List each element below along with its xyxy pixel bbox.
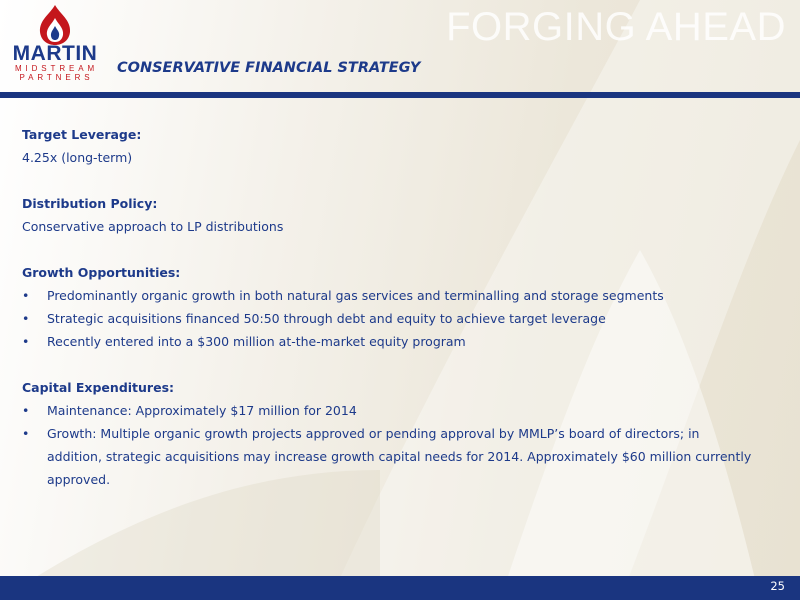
section-heading: Capital Expenditures: (22, 380, 175, 395)
slide-content (22, 123, 752, 514)
list-item (22, 422, 752, 491)
logo-subtitle-1: MIDSTREAM (14, 64, 99, 73)
list-item-text: Growth: Multiple organic growth projects approved or pending approval by MMLP’s board of directors; in addition, strategic acquisitions may increase growth capital needs for 2014. Approximately $60 million currently approved. (47, 426, 752, 487)
company-logo (10, 4, 100, 88)
section-text: Conservative approach to LP distributions (22, 219, 284, 234)
list-item-text: Maintenance: Approximately $17 million for 2014 (47, 403, 357, 418)
header-divider-bar (0, 92, 800, 98)
list-item (22, 307, 752, 330)
list-item-text: Strategic acquisitions financed 50:50 through debt and equity to achieve target leverage (47, 311, 606, 326)
section-target-leverage (22, 123, 752, 169)
section-heading: Growth Opportunities: (22, 265, 181, 280)
bullet-icon: • (22, 288, 30, 303)
bullet-icon: • (22, 311, 30, 326)
section-heading: Target Leverage: (22, 127, 142, 142)
section-text: 4.25x (long-term) (22, 150, 133, 165)
logo-subtitle-2: PARTNERS (19, 73, 94, 82)
list-item-text: Predominantly organic growth in both natural gas services and terminalling and storage segments (47, 288, 664, 303)
list-item (22, 330, 752, 353)
logo-wordmark: MARTIN (12, 42, 98, 65)
page-number: 25 (770, 579, 785, 593)
bullet-list (22, 399, 752, 491)
page-title: CONSERVATIVE FINANCIAL STRATEGY (117, 60, 421, 76)
bullet-icon: • (22, 426, 30, 441)
section-distribution-policy (22, 192, 752, 238)
bullet-list (22, 284, 752, 353)
list-item-text: Recently entered into a $300 million at-the-market equity program (47, 334, 466, 349)
footer-bar (0, 576, 800, 600)
section-growth-opportunities (22, 261, 752, 353)
section-heading: Distribution Policy: (22, 196, 158, 211)
list-item (22, 284, 752, 307)
bullet-icon: • (22, 334, 30, 349)
bullet-icon: • (22, 403, 30, 418)
header-watermark: FORGING AHEAD (446, 5, 786, 49)
flame-icon (38, 4, 72, 46)
list-item (22, 399, 752, 422)
section-capital-expenditures (22, 376, 752, 491)
